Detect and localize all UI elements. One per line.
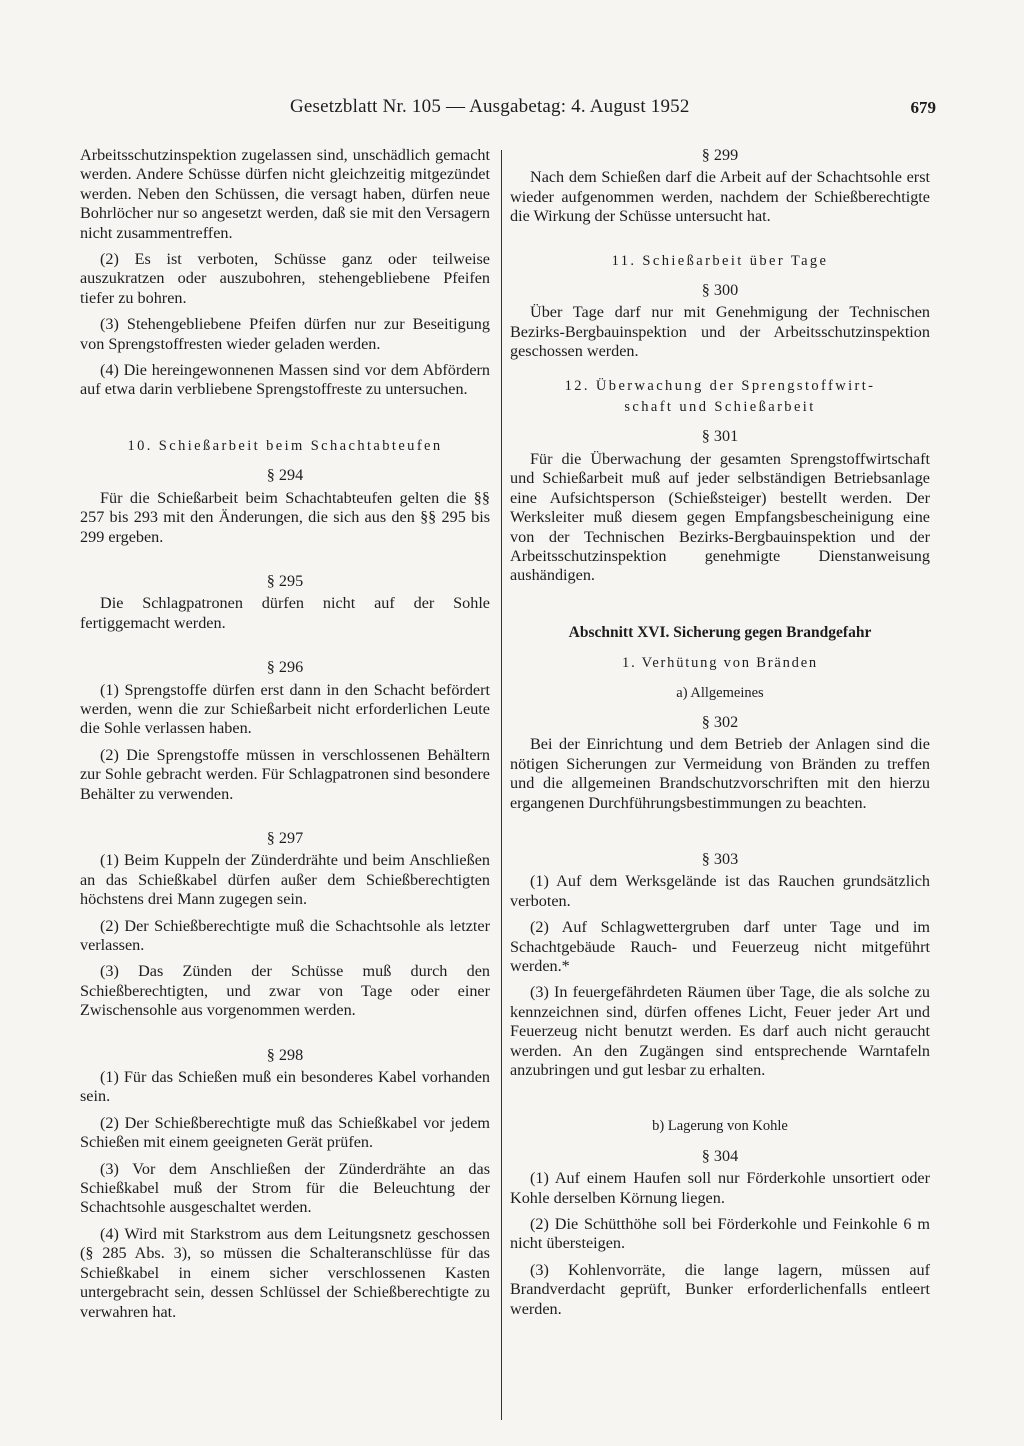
chapter-heading: Abschnitt XVI. Sicherung gegen Brandgefahr [568, 623, 872, 641]
section-heading: 12. Überwachung der Sprengstoffwirt- [564, 377, 876, 394]
paragraph: (1) Für das Schießen muß ein besonderes Kabel vorhanden sein. [80, 1068, 490, 1106]
paragraph-number: § 303 [701, 849, 739, 868]
paragraph: (4) Wird mit Starkstrom aus dem Leitungsnetz geschossen (§ 285 Abs. 3), so müssen die Schalteranschlüsse für das Schießkabel in einem sicher verschlossenen Kasten untergebracht sein, dessen Schlüssel der Schießberechtigte zu verwahren hat. [80, 1224, 490, 1321]
column-divider [501, 150, 502, 1420]
paragraph: (1) Beim Kuppeln der Zünderdrähte und beim Anschließen an das Schießkabel dürfen außer dem Schießberechtigten höchstens drei Mann zugegen sein. [80, 851, 490, 909]
paragraph: (3) In feuergefährdeten Räumen über Tage, die als solche zu kennzeichnen sind, dürfen offenes Licht, Feuer jeder Art und Feuerzeug nicht benutzt werden. Es darf auch nicht geraucht werden. An den Zugängen sind entsprechende Warntafeln anzubringen und gut lesbar zu erhalten. [510, 983, 930, 1080]
paragraph: (3) Kohlenvorräte, die lange lagern, müssen auf Brandverdacht geprüft, Bunker erforderlichenfalls entleert werden. [510, 1260, 930, 1318]
paragraph: (1) Auf dem Werksgelände ist das Rauchen grundsätzlich verboten. [510, 872, 930, 910]
paragraph: Für die Überwachung der gesamten Sprengstoffwirtschaft und Schießarbeit muß auf jeder selbständigen Betriebsanlage eine Aufsichtsperson (Schießsteiger) bestellt werden. Der Werksleiter muß diesem gegen Empfangsbescheinigung eine von der Technischen Bezirks-Bergbauinspektion und der Arbeitsschutzinspektion genehmigte Dienstanweisung aushändigen. [510, 449, 930, 585]
paragraph: (3) Stehengebliebene Pfeifen dürfen nur zur Beseitigung von Sprengstoffresten wieder geladen werden. [80, 315, 490, 353]
paragraph: Arbeitsschutzinspektion zugelassen sind, unschädlich gemacht werden. Andere Schüsse dürfen nicht gleichzeitig mitgezündet werden. Neben den Schüssen, die versagt haben, dürfen neue Bohrlöcher nur so angesetzt werden, daß sie mit den Versagern nicht zusammentreffen. [80, 146, 490, 242]
paragraph-number: § 297 [266, 828, 304, 847]
subsection-heading: 1. Verhütung von Bränden [622, 655, 818, 672]
paragraph: (4) Die hereingewonnenen Massen sind vor dem Abfördern auf etwa darin verbliebene Sprengstoffreste zu untersuchen. [80, 361, 490, 399]
left-column [80, 146, 490, 1329]
paragraph: (2) Der Schießberechtigte muß das Schießkabel vor jedem Schießen mit einem geeigneten Gerät prüfen. [80, 1113, 490, 1152]
paragraph: Für die Schießarbeit beim Schachtabteufen gelten die §§ 257 bis 293 mit den Änderungen, die sich aus den §§ 295 bis 299 ergeben. [80, 488, 490, 546]
paragraph-number: § 295 [266, 571, 304, 590]
paragraph-number: § 302 [701, 712, 739, 731]
subsection-heading: b) Lagerung von Kohle [652, 1118, 788, 1135]
paragraph: (2) Der Schießberechtigte muß die Schachtsohle als letzter verlassen. [80, 916, 490, 954]
paragraph-number: § 294 [266, 466, 304, 485]
page-header [80, 96, 936, 124]
paragraph: Über Tage darf nur mit Genehmigung der Technischen Bezirks-Bergbauinspektion und der Arbeitsschutzinspektion geschossen werden. [510, 303, 930, 361]
paragraph-number: § 300 [701, 281, 739, 300]
paragraph: (3) Vor dem Anschließen der Zünderdrähte an das Schießkabel muß der Strom für die Beleuchtung der Schachtsohle ausgeschaltet werden. [80, 1159, 490, 1217]
right-column [510, 146, 930, 1326]
paragraph: (1) Sprengstoffe dürfen erst dann in den Schacht befördert werden, wenn die zur Schießarbeit nicht erforderlichen Leute die Sohle verlassen haben. [80, 680, 490, 738]
paragraph: (2) Die Sprengstoffe müssen in verschlossenen Behältern zur Sohle gebracht werden. Für Schlagpatronen sind besondere Behälter zu verwenden. [80, 745, 490, 803]
paragraph: Die Schlagpatronen dürfen nicht auf der Sohle fertiggemacht werden. [80, 594, 490, 632]
page-number: 679 [910, 98, 936, 117]
paragraph: Nach dem Schießen darf die Arbeit auf der Schachtsohle erst wieder aufgenommen werden, nachdem der Schießberechtigte die Wirkung der Schüsse untersucht hat. [510, 168, 930, 226]
section-heading-line2: schaft und Schießarbeit [624, 399, 816, 416]
paragraph: (1) Auf einem Haufen soll nur Förderkohle unsortiert oder Kohle derselben Körnung liegen. [510, 1169, 930, 1207]
paragraph: (2) Es ist verboten, Schüsse ganz oder teilweise auszukratzen oder auszubohren, stehengebliebene Pfeifen tiefer zu bohren. [80, 250, 490, 307]
subsection-heading: a) Allgemeines [676, 684, 764, 701]
paragraph: (2) Auf Schlagwettergruben darf unter Tage und im Schachtgebäude Rauch- und Feuerzeug nicht mitgeführt werden.* [510, 918, 930, 975]
paragraph: (3) Das Zünden der Schüsse muß durch den Schießberechtigten, und zwar von Tage oder einer Zwischensohle aus vorgenommen werden. [80, 962, 490, 1020]
paragraph-number: § 304 [701, 1146, 739, 1165]
section-heading: 11. Schießarbeit über Tage [611, 252, 829, 269]
paragraph-number: § 299 [701, 146, 739, 164]
paragraph: Bei der Einrichtung und dem Betrieb der Anlagen sind die nötigen Sicherungen zur Vermeidung von Bränden zu treffen und die allgemeinen Brandschutzvorschriften mit den hierzu ergangenen Durchführungsbestimmungen zu beachten. [510, 735, 930, 812]
paragraph-number: § 301 [701, 427, 739, 446]
paragraph-number: § 298 [266, 1045, 304, 1064]
paragraph: (2) Die Schütthöhe soll bei Förderkohle und Feinkohle 6 m nicht übersteigen. [510, 1215, 930, 1253]
header-title: Gesetzblatt Nr. 105 — Ausgabetag: 4. August 1952 [290, 96, 690, 117]
section-heading: 10. Schießarbeit beim Schachtabteufen [127, 437, 443, 454]
paragraph-number: § 296 [266, 658, 304, 677]
